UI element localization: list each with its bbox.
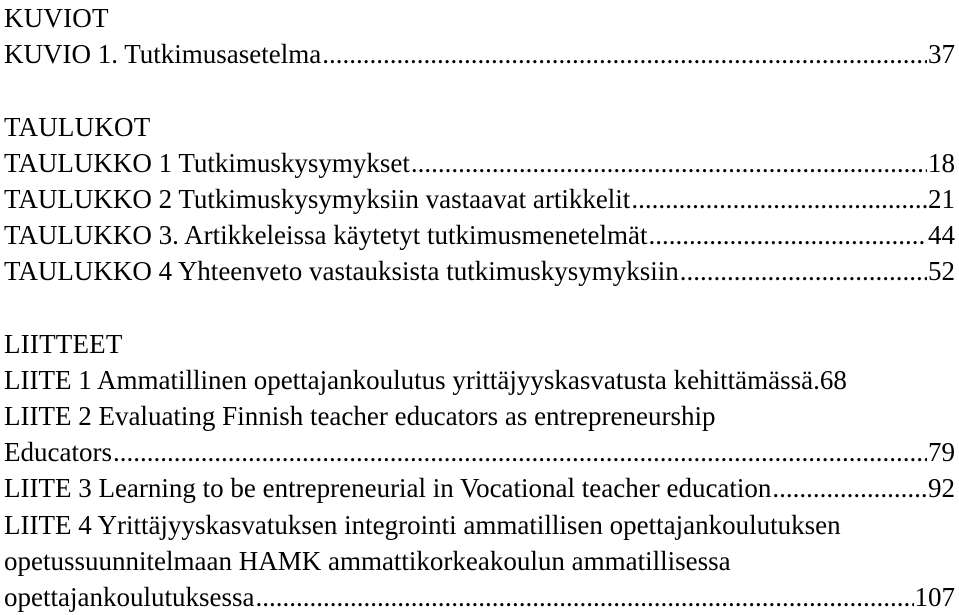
toc-entry-title-continuation: opetussuunnitelmaan HAMK ammattikorkeakoulun ammatillisessa <box>4 545 731 576</box>
toc-entry-title: LIITE 4 Yrittäjyyskasvatuksen integrointi ammatillisen opettajankoulutuksen <box>4 509 841 540</box>
toc-entry[interactable] <box>4 217 955 253</box>
toc-entry-line-1[interactable] <box>4 507 955 543</box>
section-heading-text: KUVIOT <box>4 3 109 33</box>
toc-entry-title: TAULUKKO 1 Tutkimuskysymykset <box>4 147 410 178</box>
dot-leader <box>631 181 927 217</box>
toc-entry-title-continuation: Educators <box>4 437 112 468</box>
toc-entry[interactable] <box>4 36 955 72</box>
toc-entry-title: LIITE 1 Ammatillinen opettajankoulutus yrittäjyyskasvatusta kehittämässä. <box>4 364 820 395</box>
section-heading-text: LIITTEET <box>4 328 123 359</box>
dot-leader <box>411 145 927 181</box>
toc-entry-title: TAULUKKO 4 Yhteenveto vastauksista tutkimuskysymyksiin <box>4 256 679 287</box>
dot-leader <box>680 253 927 289</box>
section-gap <box>4 290 955 326</box>
toc-entry-title: LIITE 2 Evaluating Finnish teacher educators as entrepreneurship <box>4 401 716 432</box>
toc-entry[interactable] <box>4 470 955 506</box>
dot-leader <box>322 36 927 72</box>
toc-entry-title-continuation: opettajankoulutuksessa <box>4 582 255 612</box>
toc-entry-title: TAULUKKO 3. Artikkeleissa käytetyt tutkimusmenetelmät <box>4 220 648 251</box>
toc-entry[interactable] <box>4 181 955 217</box>
document-page <box>4 0 955 615</box>
toc-entry-page: 21 <box>928 183 955 214</box>
section-heading-taulukot <box>4 109 955 145</box>
section-heading-text: TAULUKOT <box>4 111 151 142</box>
toc-entry-page: 107 <box>914 582 955 612</box>
section-heading-liitteet <box>4 326 955 362</box>
toc-entry-page: 44 <box>928 220 955 251</box>
toc-entry-title: LIITE 3 Learning to be entrepreneurial in Vocational teacher education <box>4 473 772 504</box>
section-heading-kuviot <box>4 0 955 36</box>
toc-entry[interactable] <box>4 253 955 289</box>
toc-entry-line-2[interactable] <box>4 434 955 470</box>
toc-entry-page: 37 <box>928 39 955 70</box>
section-gap <box>4 72 955 108</box>
toc-entry-page: 18 <box>928 147 955 178</box>
toc-entry-page: 68 <box>819 364 847 395</box>
toc-entry-line-1[interactable] <box>4 398 955 434</box>
toc-entry-page: 79 <box>928 437 955 468</box>
dot-leader <box>113 434 927 470</box>
dot-leader <box>772 470 927 506</box>
dot-leader <box>648 217 927 253</box>
toc-entry[interactable] <box>4 145 955 181</box>
toc-entry-page: 52 <box>928 256 955 287</box>
toc-entry-title: KUVIO 1. Tutkimusasetelma <box>4 39 322 70</box>
toc-entry-page: 92 <box>928 473 955 504</box>
toc-entry-title: TAULUKKO 2 Tutkimuskysymyksiin vastaavat artikkelit <box>4 183 631 214</box>
toc-entry[interactable] <box>4 362 955 398</box>
toc-entry-line-2[interactable] <box>4 543 955 579</box>
